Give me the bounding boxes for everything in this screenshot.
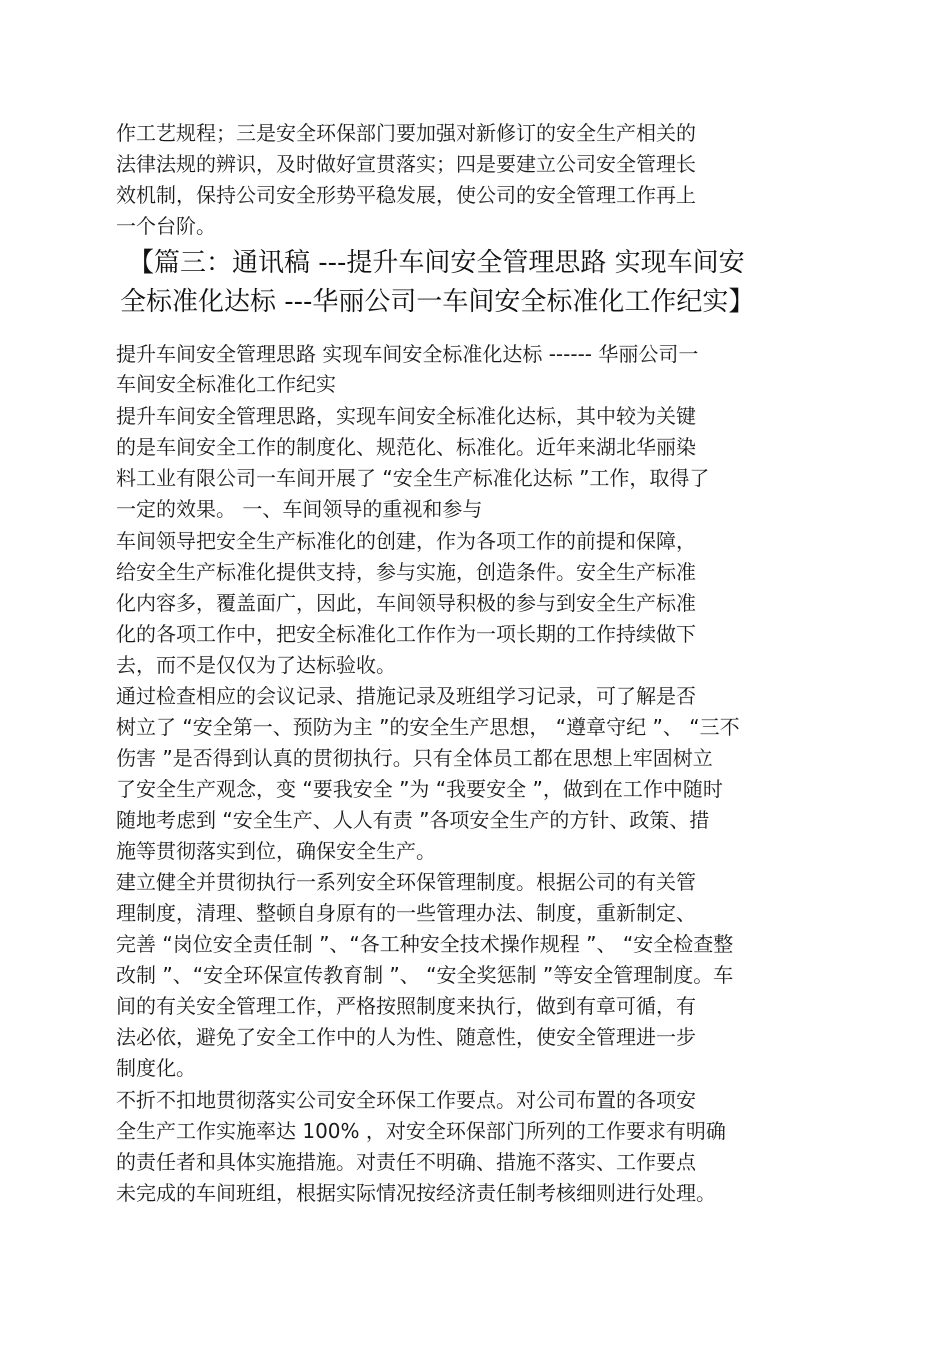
text-line: 施等贯彻落实到位，确保安全生产。: [116, 839, 436, 863]
text-line: 去，而不是仅仅为了达标验收。: [116, 653, 396, 677]
text-line: 建立健全并贯彻执行一系列安全环保管理制度。根据公司的有关管: [116, 870, 696, 894]
section-title-line: 全标准化达标 ---华丽公司一车间安全标准化工作纪实】: [120, 287, 755, 317]
text-line: 化内容多，覆盖面广，因此，车间领导积极的参与到安全生产标准: [116, 591, 696, 615]
text-line: 效机制，保持公司安全形势平稳发展，使公司的安全管理工作再上: [116, 183, 696, 207]
text-line: 的是车间安全工作的制度化、规范化、标准化。近年来湖北华丽染: [116, 435, 696, 459]
text-line: 车间安全标准化工作纪实: [116, 372, 336, 396]
section-title-line: 【篇三：通讯稿 ---提升车间安全管理思路 实现车间安: [128, 248, 745, 278]
text-line: 的责任者和具体实施措施。对责任不明确、措施不落实、工作要点: [116, 1150, 696, 1174]
text-line: 作工艺规程；三是安全环保部门要加强对新修订的安全生产相关的: [116, 121, 696, 145]
text-line: 料工业有限公司一车间开展了 “安全生产标准化达标 ”工作，取得了: [116, 466, 710, 490]
text-line: 通过检查相应的会议记录、措施记录及班组学习记录，可了解是否: [116, 684, 696, 708]
text-line: 给安全生产标准化提供支持，参与实施，创造条件。安全生产标准: [116, 560, 696, 584]
text-line: 完善 “岗位安全责任制 ”、“各工种安全技术操作规程 ”、 “安全检查整: [116, 932, 734, 956]
text-line: 随地考虑到 “安全生产、人人有责 ”各项安全生产的方针、政策、措: [116, 808, 710, 832]
text-line: 不折不扣地贯彻落实公司安全环保工作要点。对公司布置的各项安: [116, 1088, 696, 1112]
text-line: 了安全生产观念，变 “要我安全 ”为 “我要安全 ”，做到在工作中随时: [116, 777, 723, 801]
text-line: 间的有关安全管理工作，严格按照制度来执行，做到有章可循，有: [116, 994, 696, 1018]
text-line: 一定的效果。 一、车间领导的重视和参与: [116, 497, 483, 521]
text-line: 提升车间安全管理思路，实现车间安全标准化达标，其中较为关键: [116, 404, 696, 428]
text-line: 车间领导把安全生产标准化的创建，作为各项工作的前提和保障，: [116, 529, 696, 553]
text-line: 改制 ”、“安全环保宣传教育制 ”、 “安全奖惩制 ”等安全管理制度。车: [116, 963, 734, 987]
text-line: 法律法规的辨识，及时做好宣贯落实；四是要建立公司安全管理长: [116, 152, 696, 176]
text-line: 树立了 “安全第一、预防为主 ”的安全生产思想， “遵章守纪 ”、 “三不: [116, 715, 740, 739]
text-line: 一个台阶。: [116, 214, 216, 238]
text-line: 伤害 ”是否得到认真的贯彻执行。只有全体员工都在思想上牢固树立: [116, 746, 713, 770]
text-line: 法必依，避免了安全工作中的人为性、随意性，使安全管理进一步: [116, 1025, 696, 1049]
text-line: 化的各项工作中，把安全标准化工作作为一项长期的工作持续做下: [116, 622, 696, 646]
text-line: 制度化。: [116, 1056, 196, 1080]
text-line: 未完成的车间班组，根据实际情况按经济责任制考核细则进行处理。: [116, 1181, 716, 1205]
text-line: 提升车间安全管理思路 实现车间安全标准化达标 ------ 华丽公司一: [116, 342, 699, 366]
text-line: 理制度，清理、整顿自身原有的一些管理办法、制度，重新制定、: [116, 901, 696, 925]
text-line: 全生产工作实施率达 100% ，对安全环保部门所列的工作要求有明确: [116, 1119, 726, 1143]
